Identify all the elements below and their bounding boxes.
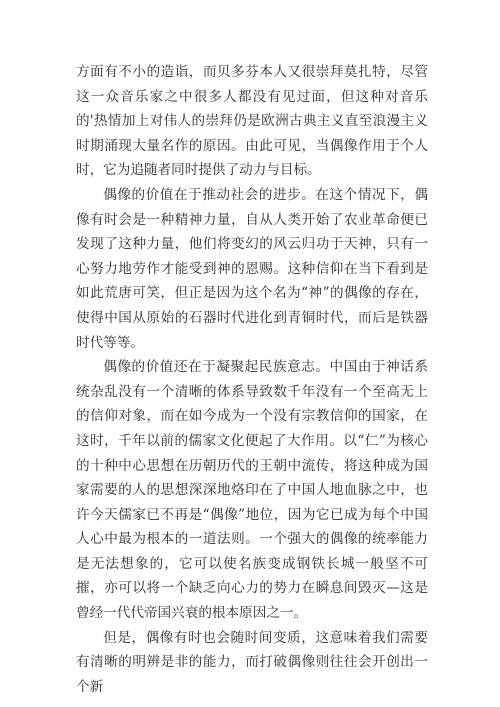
- paragraph-social-progress: 偶像的价值在于推动社会的进步。在这个情况下，偶像有时会是一种精神力量，自从人类开始了农业革命便已发现了这种力量，他们将变幻的风云归功于天神，只有一心努力地劳作才能受到神的恩赐。这种信仰在当下看到是如此荒唐可笑，但正是因为这个名为“神”的偶像的存在，使得中国从原始的石器时代进化到青铜时代，而后是铁器时代等等。: [76, 186, 428, 351]
- document-page: [76, 60, 428, 699]
- paragraph-continuation: 方面有不小的造诣，而贝多芬本人又很崇拜莫扎特，尽管这一众音乐家之中很多人都没有见过面，但这种对音乐的'热情加上对伟人的崇拜仍是欧洲古典主义直至浪漫主义时期涌现大量名作的原因。由此可见，当偶像作用于个人时，它为追随者同时提供了动力与目标。: [76, 64, 428, 179]
- paragraph-idol-change: 但是，偶像有时也会随时间变质，这意味着我们需要有清晰的明辨是非的能力，而打破偶像则往往会开创出一个新: [76, 629, 428, 695]
- paragraph-national-will: 偶像的价值还在于凝聚起民族意志。中国由于神话系统杂乱没有一个清晰的体系导致数千年没有一个至高无上的信仰对象，而在如今成为一个没有宗教信仰的国家，在这时，千年以前的儒家文化便起了大作用。以“仁”为核心的十种中心思想在历朝历代的王朝中流传，将这种成为国家需要的人的思想深深地烙印在了中国人地血脉之中，也许今天儒家已不再是“偶像”地位，因为它已成为每个中国人心中最为根本的一道法则。一个强大的偶像的统率能力是无法想象的，它可以使名族变成钢铁长城一般坚不可摧，亦可以将一个缺乏向心力的势力在瞬息间毁灭—这是曾经一代代帝国兴衰的根本原因之一。: [76, 359, 428, 622]
